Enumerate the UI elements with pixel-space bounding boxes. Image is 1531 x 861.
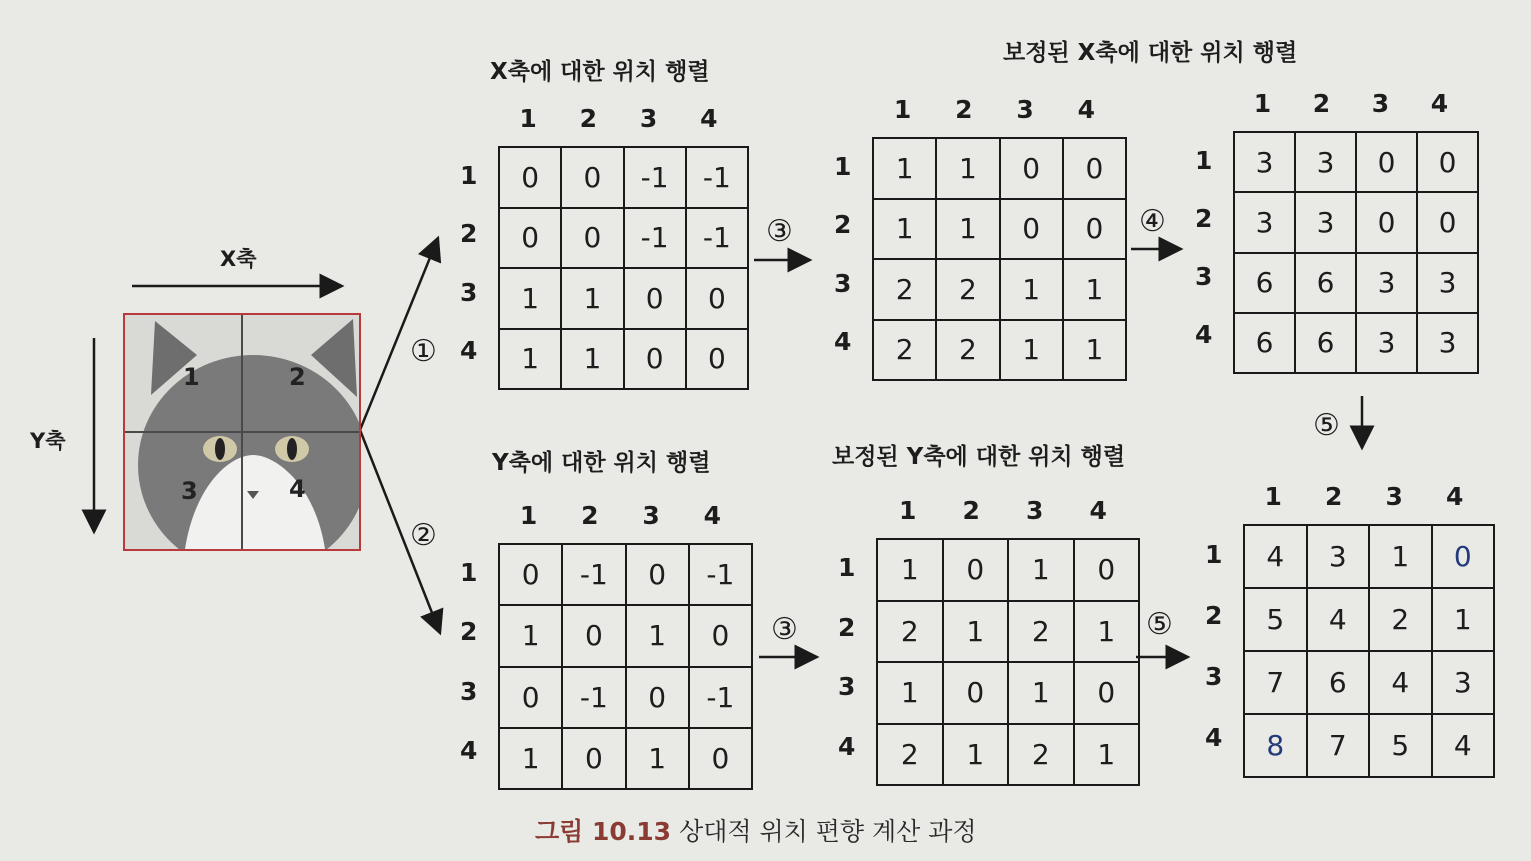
matrix-cell: 6 <box>1307 651 1370 714</box>
matrix-cell: -1 <box>562 667 625 728</box>
step-marker-5-right: ⑤ <box>1146 607 1173 642</box>
col-header: 1 <box>893 95 912 124</box>
col-header: 3 <box>642 501 660 530</box>
matrix-cell: 4 <box>1369 651 1432 714</box>
col-header: 4 <box>700 104 718 133</box>
cat-image-panel <box>123 313 361 551</box>
y-position-matrix-title: Y축에 대한 위치 행렬 <box>492 450 711 476</box>
matrix-grid <box>1233 131 1479 374</box>
matrix-cell: 1 <box>873 138 936 199</box>
figure-caption-text: 상대적 위치 편향 계산 과정 <box>679 817 977 846</box>
matrix-cell: 0 <box>1417 192 1478 252</box>
col-header: 3 <box>1385 482 1403 511</box>
matrix-cell: 3 <box>1295 192 1356 252</box>
row-header: 3 <box>838 672 856 702</box>
matrix-cell: 0 <box>943 539 1009 601</box>
x-axis-label: X축 <box>220 247 257 271</box>
quadrant-label-4: 4 <box>289 475 306 503</box>
matrix-row <box>1244 651 1494 714</box>
matrix-grid <box>498 146 749 390</box>
matrix-cell: 3 <box>1356 253 1417 313</box>
matrix-cell: 7 <box>1244 651 1307 714</box>
step-marker-1: ① <box>410 334 437 369</box>
quadrant-label-1: 1 <box>183 363 200 391</box>
matrix-cell: 1 <box>1074 601 1140 663</box>
matrix-cell: 0 <box>1063 138 1126 199</box>
matrix-cell: 1 <box>1008 539 1074 601</box>
row-header: 3 <box>1205 662 1223 691</box>
matrix-cell: 3 <box>1234 192 1295 252</box>
matrix-row <box>499 605 752 666</box>
row-header: 2 <box>1205 601 1223 630</box>
col-header: 2 <box>581 501 599 530</box>
col-header: 2 <box>962 496 980 525</box>
matrix-cell: 5 <box>1244 588 1307 651</box>
matrix-cell: 2 <box>1008 601 1074 663</box>
col-header: 2 <box>1325 482 1343 511</box>
matrix-cell: 0 <box>1074 662 1140 724</box>
matrix-cell: 0 <box>561 147 623 208</box>
matrix-cell: 1 <box>1074 724 1140 786</box>
matrix-cell: 0 <box>943 662 1009 724</box>
matrix-cell: 3 <box>1417 313 1478 373</box>
matrix-cell: 0 <box>499 147 561 208</box>
matrix-cell: -1 <box>624 208 686 269</box>
matrix-cell: 1 <box>873 199 936 260</box>
figure-number: 그림 10.13 <box>535 817 672 846</box>
matrix-cell: 0 <box>562 605 625 666</box>
cat-face-illustration <box>125 315 359 549</box>
row-header: 3 <box>1195 262 1213 292</box>
matrix-row <box>1244 714 1494 777</box>
matrix-cell: 0 <box>626 667 689 728</box>
matrix-cell: 1 <box>1008 662 1074 724</box>
matrix-cell: 0 <box>686 268 748 329</box>
matrix-cell: 1 <box>626 605 689 666</box>
col-header: 3 <box>1371 89 1390 118</box>
matrix-row <box>877 539 1139 601</box>
row-header: 4 <box>460 735 478 765</box>
matrix-cell: 0 <box>626 544 689 605</box>
matrix-cell: 0 <box>561 208 623 269</box>
matrix-cell: 0 <box>689 605 752 666</box>
col-header: 1 <box>899 496 917 525</box>
matrix-cell: 4 <box>1307 588 1370 651</box>
step-marker-3-top: ③ <box>766 214 793 249</box>
matrix-cell: 3 <box>1307 525 1370 588</box>
col-header: 2 <box>1312 89 1331 118</box>
matrix-row <box>873 199 1126 260</box>
matrix-cell: 3 <box>1295 132 1356 192</box>
matrix-row <box>499 268 748 329</box>
col-header: 3 <box>1026 496 1044 525</box>
matrix-cell: 3 <box>1234 132 1295 192</box>
matrix-cell: 1 <box>936 138 999 199</box>
matrix-row <box>499 329 748 390</box>
matrix-row <box>499 667 752 728</box>
matrix-row <box>873 138 1126 199</box>
y-axis-label: Y축 <box>30 429 66 453</box>
matrix-row <box>877 724 1139 786</box>
matrix-cell: 0 <box>1074 539 1140 601</box>
row-header: 1 <box>1195 145 1213 175</box>
step-marker-5-down: ⑤ <box>1313 408 1340 443</box>
matrix-cell: 1 <box>877 539 943 601</box>
matrix-cell: -1 <box>624 147 686 208</box>
matrix-cell: 2 <box>873 320 936 381</box>
col-header: 4 <box>1089 496 1107 525</box>
matrix-cell: 0 <box>1000 199 1063 260</box>
row-header: 4 <box>460 336 478 366</box>
col-header: 1 <box>519 501 538 530</box>
matrix-cell: 0 <box>1432 525 1495 588</box>
matrix-cell: 2 <box>1008 724 1074 786</box>
col-header: 4 <box>703 501 722 530</box>
row-header: 1 <box>1205 540 1223 569</box>
matrix-cell: 5 <box>1369 714 1432 777</box>
matrix-cell: 0 <box>499 544 562 605</box>
matrix-cell: 0 <box>1356 192 1417 252</box>
matrix-cell: 1 <box>877 662 943 724</box>
step-marker-2: ② <box>410 518 437 553</box>
row-header: 2 <box>838 612 856 642</box>
row-header: 4 <box>1195 320 1213 350</box>
matrix-cell: 1 <box>499 329 561 390</box>
matrix-cell: 1 <box>943 601 1009 663</box>
row-header: 3 <box>460 277 478 307</box>
matrix-cell: 4 <box>1432 714 1495 777</box>
matrix-cell: 6 <box>1234 313 1295 373</box>
matrix-row <box>1234 253 1478 313</box>
step-marker-4: ④ <box>1139 204 1166 239</box>
matrix-cell: 1 <box>936 199 999 260</box>
matrix-cell: 1 <box>561 268 623 329</box>
row-header: 4 <box>834 327 852 357</box>
matrix-cell: 2 <box>877 601 943 663</box>
matrix-cell: 2 <box>1369 588 1432 651</box>
row-header: 3 <box>834 268 852 298</box>
matrix-cell: 0 <box>1000 138 1063 199</box>
matrix-row <box>877 662 1139 724</box>
matrix-grid <box>872 137 1127 381</box>
row-header: 1 <box>834 151 852 181</box>
matrix-row <box>499 147 748 208</box>
matrix-cell: 1 <box>626 728 689 789</box>
matrix-row <box>1234 132 1478 192</box>
matrix-cell: 2 <box>936 320 999 381</box>
matrix-grid <box>498 543 753 790</box>
matrix-cell: 0 <box>499 208 561 269</box>
row-header: 1 <box>460 160 478 190</box>
y-corrected-matrix-title: 보정된 Y축에 대한 위치 행렬 <box>832 444 1126 470</box>
row-header: 2 <box>1195 203 1213 233</box>
matrix-grid <box>1243 524 1495 778</box>
matrix-cell: 1 <box>1063 259 1126 320</box>
matrix-cell: 0 <box>624 329 686 390</box>
matrix-cell: -1 <box>689 667 752 728</box>
matrix-cell: 1 <box>561 329 623 390</box>
col-header: 4 <box>1446 482 1464 511</box>
matrix-cell: 0 <box>562 728 625 789</box>
col-header: 1 <box>1253 89 1272 118</box>
matrix-cell: 2 <box>877 724 943 786</box>
col-header: 1 <box>519 104 537 133</box>
col-header: 4 <box>1077 95 1096 124</box>
matrix-cell: 1 <box>1000 259 1063 320</box>
col-header: 2 <box>579 104 598 133</box>
matrix-cell: 0 <box>686 329 748 390</box>
row-header: 1 <box>460 558 478 588</box>
row-header: 4 <box>1205 723 1223 752</box>
col-header: 4 <box>1430 89 1449 118</box>
matrix-row <box>499 728 752 789</box>
matrix-cell: 8 <box>1244 714 1307 777</box>
matrix-grid <box>876 538 1140 786</box>
row-header: 2 <box>460 617 478 647</box>
row-header: 3 <box>460 676 478 706</box>
col-header: 3 <box>1016 95 1034 124</box>
matrix-cell: 6 <box>1295 313 1356 373</box>
col-header: 1 <box>1264 482 1282 511</box>
figure-caption <box>535 812 977 848</box>
matrix-row <box>873 259 1126 320</box>
matrix-cell: -1 <box>686 147 748 208</box>
matrix-row <box>1244 525 1494 588</box>
matrix-cell: 0 <box>499 667 562 728</box>
matrix-cell: 3 <box>1432 651 1495 714</box>
col-header: 3 <box>639 104 658 133</box>
matrix-row <box>499 544 752 605</box>
matrix-cell: 0 <box>1356 132 1417 192</box>
quadrant-label-2: 2 <box>289 363 306 391</box>
matrix-cell: 1 <box>1432 588 1495 651</box>
matrix-row <box>1244 588 1494 651</box>
matrix-cell: 1 <box>1000 320 1063 381</box>
x-position-matrix-title: X축에 대한 위치 행렬 <box>490 59 710 85</box>
matrix-cell: 3 <box>1356 313 1417 373</box>
row-header: 2 <box>460 219 478 249</box>
matrix-cell: 0 <box>689 728 752 789</box>
matrix-cell: 6 <box>1234 253 1295 313</box>
matrix-cell: 1 <box>499 605 562 666</box>
matrix-row <box>499 208 748 269</box>
row-header: 2 <box>834 210 852 240</box>
matrix-cell: -1 <box>562 544 625 605</box>
quadrant-label-3: 3 <box>181 477 198 505</box>
matrix-cell: 7 <box>1307 714 1370 777</box>
col-header: 2 <box>955 95 973 124</box>
matrix-cell: 0 <box>1063 199 1126 260</box>
matrix-row <box>1234 192 1478 252</box>
matrix-cell: 1 <box>1063 320 1126 381</box>
matrix-cell: 1 <box>499 268 561 329</box>
matrix-row <box>877 601 1139 663</box>
matrix-cell: -1 <box>689 544 752 605</box>
matrix-row <box>873 320 1126 381</box>
matrix-cell: 2 <box>873 259 936 320</box>
row-header: 4 <box>838 731 856 761</box>
x-corrected-matrix-title: 보정된 X축에 대한 위치 행렬 <box>1003 40 1298 66</box>
matrix-cell: 3 <box>1417 253 1478 313</box>
matrix-cell: 1 <box>943 724 1009 786</box>
matrix-cell: 4 <box>1244 525 1307 588</box>
matrix-cell: 1 <box>499 728 562 789</box>
matrix-cell: 2 <box>936 259 999 320</box>
matrix-cell: 0 <box>624 268 686 329</box>
matrix-cell: 1 <box>1369 525 1432 588</box>
matrix-cell: 0 <box>1417 132 1478 192</box>
matrix-cell: -1 <box>686 208 748 269</box>
step-marker-3-bottom: ③ <box>771 612 798 647</box>
matrix-row <box>1234 313 1478 373</box>
matrix-cell: 6 <box>1295 253 1356 313</box>
row-header: 1 <box>838 553 856 583</box>
